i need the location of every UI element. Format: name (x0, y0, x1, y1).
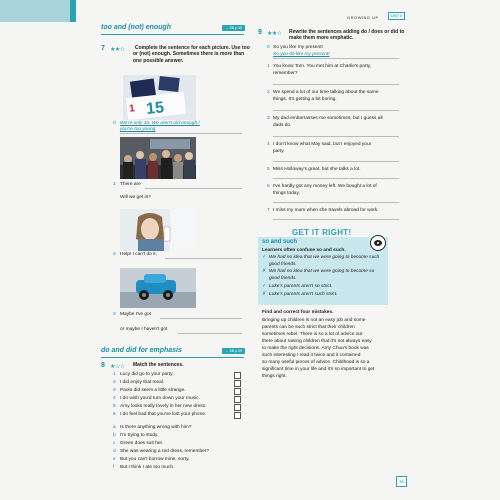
item-text: Lucy did go to your party. (120, 372, 174, 377)
answer-line (165, 258, 242, 259)
example-line: good friends. (269, 276, 297, 281)
answer-line (273, 202, 399, 203)
option-letter: b (113, 433, 116, 438)
item-text: Paolo did seem a little strange. (120, 388, 186, 393)
item-text: Amy looks really lovely in her new dress. (120, 404, 207, 409)
item-text: things today. (273, 191, 300, 196)
item-text: You know Tom. You met him at Charlie's party, (273, 64, 372, 69)
answer-box[interactable] (234, 372, 241, 379)
difficulty-stars: ★★☆ (267, 31, 282, 37)
exercise-number: 7 (101, 45, 105, 52)
option-letter: f (113, 465, 115, 470)
sb-reference: → SB p.39 (222, 348, 245, 354)
exercise-instruction: Rewrite the sentences adding do / does or did to make them more emphatic. (289, 29, 405, 42)
item-number: 3 (113, 312, 116, 317)
option-text: I'm trying to study. (120, 433, 159, 438)
decorative-strip (0, 0, 70, 22)
paragraph-line: significant time in your life and it's so important to get (262, 367, 375, 372)
get-it-right-subtitle: so and such (262, 239, 298, 245)
item-number: 7 (267, 208, 270, 213)
paragraph-line: to make the right decisions. Amy Chua's book was (262, 346, 369, 351)
exercise-number: 8 (101, 362, 105, 369)
svg-text:1: 1 (128, 103, 136, 115)
paragraph-line: such interesting I read it twice and it contained (262, 353, 361, 358)
exercise-number: 9 (258, 29, 262, 36)
sb-reference: → SB p.35 (222, 25, 245, 31)
item-text: Maybe I've got (120, 312, 152, 317)
eye-icon (370, 235, 386, 251)
answer-box[interactable] (234, 404, 241, 411)
wrong-mark-icon: ✗ (262, 292, 267, 297)
paragraph-line: Bringing up children is not an easy job and some (262, 318, 366, 323)
item-text: party. (273, 149, 285, 154)
answer-line (273, 178, 399, 179)
item-number: 2 (113, 252, 116, 257)
wrong-mark-icon: ✗ (262, 269, 267, 274)
section-rule (101, 34, 244, 35)
svg-text:15: 15 (145, 99, 165, 118)
item-number: 6 (267, 184, 270, 189)
item-number: 0 (113, 121, 116, 126)
item-number: 5 (267, 167, 270, 172)
paragraph-line: so many useful pieces of advice. Childhood is so a (262, 360, 370, 365)
paragraph-line: there about raising children that it's not always easy (262, 339, 372, 344)
item-text: Help! I can't do it, (120, 252, 157, 257)
item-number: 4 (267, 142, 270, 147)
item-number: 1 (113, 182, 116, 187)
item-text-continued: Will we get in? (120, 195, 151, 200)
item-text: We spend a lot of our time talking about the same (273, 90, 379, 95)
answer-line (273, 110, 399, 111)
paragraph-line: sometimes rebel. There is so a lot of advice out (262, 332, 363, 337)
difficulty-stars: ★★☆ (110, 47, 125, 53)
item-number: 5 (113, 404, 116, 409)
item-text: I do feel bad that you've lost your phone. (120, 412, 207, 417)
photo-calendar (123, 75, 196, 120)
item-text: I miss my mum when she travels abroad for work. (273, 208, 379, 213)
item-text: There are (120, 182, 141, 187)
option-text: But I think I ate too much. (120, 465, 175, 470)
running-header: GROWING UP (347, 15, 379, 20)
answer-box[interactable] (234, 396, 241, 403)
item-number: 6 (113, 412, 116, 417)
example-line: good friends. (269, 262, 297, 267)
item-text: My dad embarrasses me sometimes, but I guess all (273, 116, 383, 121)
task-instruction: Find and correct four mistakes. (262, 310, 334, 315)
item-text: remember? (273, 71, 298, 76)
unit-label: UNIT 5 (388, 12, 405, 20)
get-it-right-title: GET IT RIGHT! (292, 228, 352, 237)
photo-girl (120, 209, 196, 251)
option-text: Green does suit her. (120, 441, 164, 446)
item-number: 3 (267, 116, 270, 121)
example-answer-line1: We're only 16. We aren't old enough / (120, 121, 200, 126)
answer-line (178, 333, 242, 334)
decorative-bar (70, 0, 76, 22)
answer-line (160, 318, 242, 319)
get-it-right-intro: Learners often confuse so and such. (262, 248, 346, 253)
example-line: We had no idea that we were going to become so (269, 269, 375, 274)
example-line: We had no idea that we were going to become such (269, 255, 380, 260)
answer-line (120, 133, 242, 134)
answer-line (273, 58, 399, 59)
item-number: 3 (113, 388, 116, 393)
exercise-instruction: Complete the sentence for each picture. Use too or (not) enough. Sometimes there is more than one possible answer. (133, 45, 250, 64)
answer-box[interactable] (234, 412, 241, 419)
option-letter: d (113, 449, 116, 454)
item-number: 1 (113, 372, 116, 377)
option-text: Is there anything wrong with him? (120, 425, 192, 430)
item-text: dads do. (273, 123, 292, 128)
paragraph-line: parents can be such strict that their children (262, 325, 355, 330)
section-title-too-enough: too and (not) enough (101, 24, 171, 31)
answer-line (273, 161, 399, 162)
option-letter: a (113, 425, 116, 430)
item-text: I did enjoy that meal. (120, 380, 165, 385)
example-answer-line2: you're too young (120, 127, 156, 132)
answer-line (273, 84, 399, 85)
item-text-continued: or maybe I haven't got (120, 327, 168, 332)
paragraph-line: things right. (262, 374, 287, 379)
option-text: But you can't borrow mine, sorry. (120, 457, 190, 462)
page-number: 39 (396, 476, 407, 487)
item-text: I've hardly got any money left. We bought a lot of (273, 184, 377, 189)
example-answer: So you do like my present! (273, 52, 330, 57)
item-number: 0 (267, 45, 270, 50)
correct-mark-icon: ✓ (262, 284, 267, 289)
section-rule (101, 357, 244, 358)
answer-line (145, 188, 242, 189)
correct-mark-icon: ✓ (262, 255, 267, 260)
option-text: She was wearing a red dress, remember? (120, 449, 210, 454)
item-number: 2 (113, 380, 116, 385)
answer-line (273, 219, 399, 220)
item-text: So you like my present! (273, 45, 323, 50)
photo-toy-car (120, 268, 196, 308)
item-number: 2 (267, 90, 270, 95)
item-text: I do wish you'd turn down your music. (120, 396, 200, 401)
item-text: I don't know what May said, but I enjoyed your (273, 142, 372, 147)
example-line: Luke's parents aren't such strict. (269, 292, 338, 297)
example-line: Luke's parents aren't so strict. (269, 284, 333, 289)
option-letter: e (113, 457, 116, 462)
section-title-do-did: do and did for emphasis (101, 347, 182, 354)
answer-box[interactable] (234, 388, 241, 395)
photo-crowd (120, 137, 196, 179)
difficulty-stars: ★☆☆ (110, 364, 125, 370)
exercise-instruction: Match the sentences. (133, 362, 184, 368)
option-letter: c (113, 441, 116, 446)
answer-line (273, 136, 399, 137)
item-text: Miss Holloway's great, but she talks a lot. (273, 167, 361, 172)
item-text: things. It's getting a bit boring. (273, 97, 337, 102)
item-number: 1 (267, 64, 270, 69)
item-number: 4 (113, 396, 116, 401)
answer-box[interactable] (234, 380, 241, 387)
